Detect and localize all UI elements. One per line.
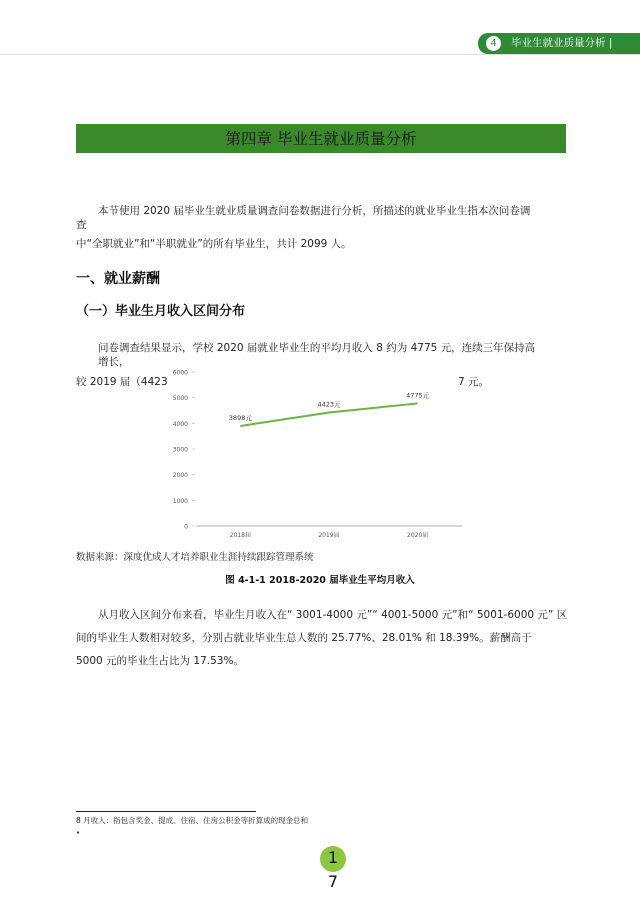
chapter-title: 第四章 毕业生就业质量分析 <box>225 130 417 148</box>
y-tick-label: 0 <box>184 523 188 531</box>
data-label: 3898元 <box>228 413 252 422</box>
y-tick-label: 4000 <box>172 420 188 428</box>
salary-line-3-left: 较 2019 届（4423 <box>76 376 168 388</box>
x-tick-label: 2020届 <box>407 532 429 539</box>
intro-line-3: 中“全职就业”和“半职就业”的所有毕业生，共计 2099 人。 <box>76 238 352 250</box>
intro-line-1: 本节使用 2020 届毕业生就业质量调查问卷数据进行分析，所描述的就业毕业生指本次问卷调 <box>98 205 531 217</box>
salary-line-1: 问卷调查结果显示，学校 2020 届就业毕业生的平均月收入 8 约为 4775 元，连续三年保持高 <box>98 342 536 354</box>
figure-caption: 图 4-1-1 2018-2020 届毕业生平均月收入 <box>225 575 415 586</box>
chapter-header-label: 毕业生就业质量分析 | <box>511 37 613 49</box>
data-source-note: 数据来源：深度优成人才培养职业生涯持续跟踪管理系统 <box>76 552 314 563</box>
distribution-line-1: 从月收入区间分布来看，毕业生月收入在“ 3001-4000 元”“ 4001-5000 元”和“ 5001-6000 元” 区 <box>98 609 568 621</box>
x-tick-label: 2019届 <box>318 532 340 539</box>
subsection-heading: （一）毕业生月收入区间分布 <box>76 304 246 319</box>
salary-line-2: 增长， <box>98 356 130 368</box>
y-tick-label: 5000 <box>172 395 188 403</box>
footnote-bullet: • <box>76 829 81 837</box>
header-rule <box>0 54 640 55</box>
x-tick-label: 2018届 <box>229 532 251 539</box>
chapter-number-badge: 4 <box>486 36 501 51</box>
data-label: 4423元 <box>317 400 341 409</box>
distribution-line-3: 5000 元的毕业生占比为 17.53%。 <box>76 655 244 667</box>
chapter-header-tab <box>478 33 640 54</box>
section-heading: 一、就业薪酬 <box>76 271 160 287</box>
y-tick-label: 1000 <box>172 497 188 505</box>
y-tick-label: 3000 <box>172 446 188 454</box>
page-number-digit-2: 7 <box>327 872 339 891</box>
footnote-rule <box>76 811 256 812</box>
y-tick-label: 6000 <box>172 369 188 377</box>
chapter-banner <box>76 124 566 153</box>
page-number-digit-1: 1 <box>327 848 339 867</box>
data-label: 4775元 <box>406 391 430 400</box>
salary-line-3-right: 7 元。 <box>458 376 490 388</box>
intro-line-2: 查 <box>76 219 87 231</box>
footnote-text: 8 月收入：指包含奖金、提成、住宿、住房公积金等折算成的现金总和 <box>76 816 309 825</box>
y-tick-label: 2000 <box>172 472 188 480</box>
distribution-line-2: 间的毕业生人数相对较多，分别占就业毕业生总人数的 25.77%、28.01% 和 18.39%。薪酬高于 <box>76 632 532 644</box>
salary-line-chart <box>160 366 480 546</box>
